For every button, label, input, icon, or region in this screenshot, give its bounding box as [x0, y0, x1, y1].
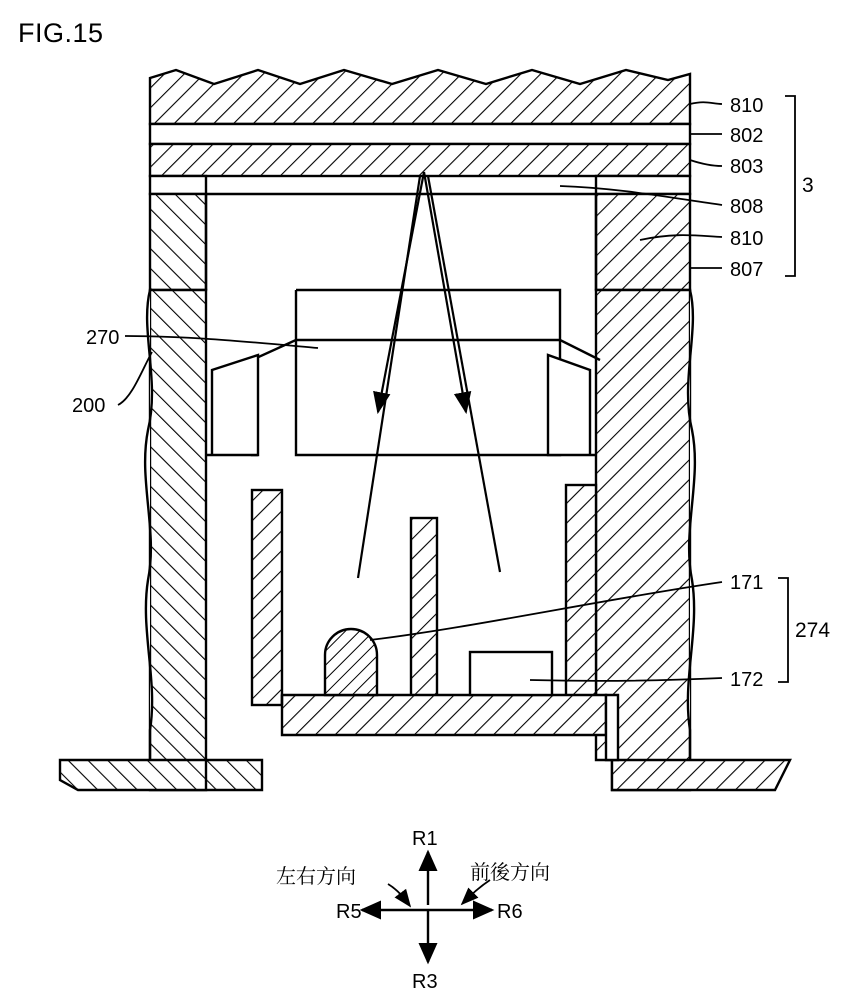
callout-171: 171: [730, 572, 764, 594]
column-810-right: [596, 194, 690, 290]
flange-left: [60, 760, 206, 790]
callout-172: 172: [730, 669, 764, 691]
figure-label: FIG.15: [18, 18, 104, 48]
callout-808: 808: [730, 196, 764, 218]
leader-200: [118, 352, 152, 405]
flange-right: [612, 760, 790, 790]
component-171-dome: [325, 629, 377, 695]
layer-808-right: [596, 176, 690, 194]
callout-802: 802: [730, 125, 764, 147]
housing-200: [60, 290, 790, 790]
layer-802: [150, 124, 690, 144]
axis-label-r6: R6: [497, 901, 523, 923]
axis-label-r1: R1: [412, 828, 438, 850]
ray-line-right: [428, 176, 500, 572]
substrate-plate: [282, 695, 606, 735]
layer-808-left: [150, 176, 206, 194]
column-810-left: [150, 194, 206, 290]
leader-810-top: [690, 102, 722, 104]
housing-right-outer-edge: [688, 290, 695, 790]
ray-arrow-right: [424, 172, 466, 412]
component-172-box: [470, 652, 552, 695]
funnel-top-edge: [296, 290, 600, 360]
layer-803: [150, 144, 690, 176]
axis-text-left-right: 左右方向: [276, 864, 356, 888]
callout-810-top: 810: [730, 95, 764, 117]
callout-810-column: 810: [730, 228, 764, 250]
callout-807: 807: [730, 259, 764, 281]
rib-right-outer: [548, 355, 596, 455]
cup-wall-right: [566, 485, 596, 700]
callout-270: 270: [86, 327, 120, 349]
substrate-tab: [606, 695, 618, 760]
axis-text-front-back: 前後方向: [470, 860, 550, 884]
leader-803: [690, 160, 722, 166]
callout-803: 803: [730, 156, 764, 178]
funnel-body: [296, 340, 560, 455]
axis-label-r3: R3: [412, 971, 438, 993]
callout-200: 200: [72, 395, 106, 417]
cup-wall-left: [252, 490, 282, 705]
bracket-3: [785, 96, 795, 276]
layer-810-top: [150, 70, 690, 124]
rib-left-outer: [206, 355, 258, 455]
bracket-274: [778, 578, 788, 682]
axis-legend: [276, 828, 550, 993]
callout-bracket-274: 274: [795, 619, 831, 642]
center-partition: [411, 518, 437, 700]
callout-bracket-3: 3: [802, 174, 814, 197]
axis-label-r5: R5: [336, 901, 362, 923]
leader-left-right-text: [388, 884, 410, 906]
